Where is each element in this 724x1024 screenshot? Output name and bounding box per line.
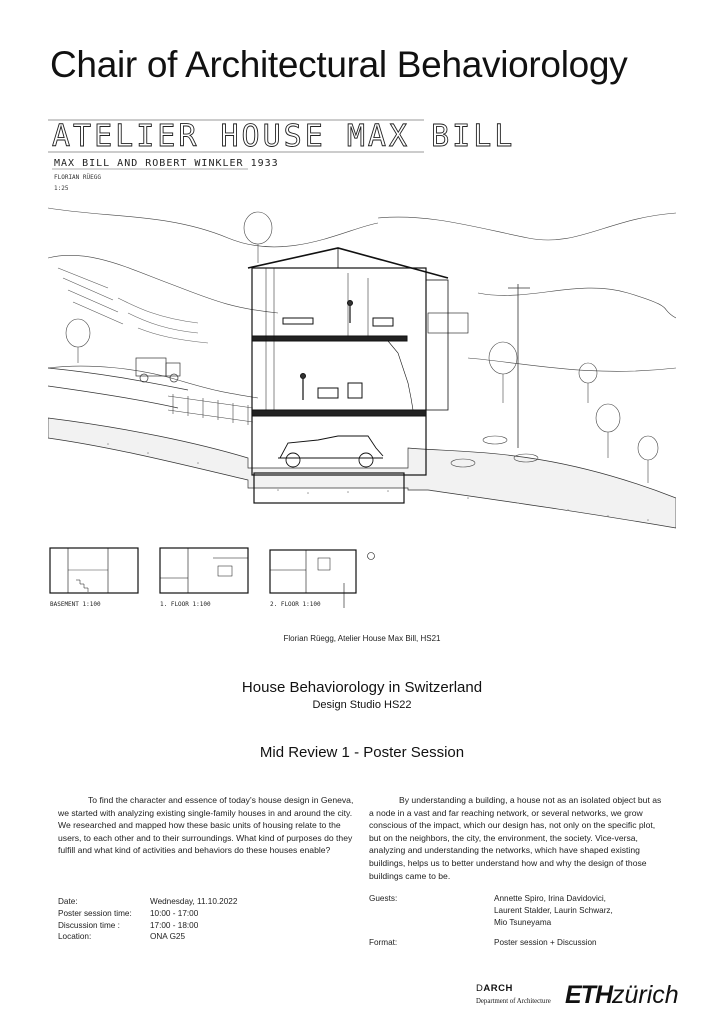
guests-label: Guests: (369, 894, 398, 903)
darch-bold: ARCH (483, 983, 513, 994)
poster-time-value: 10:00 - 17:00 (150, 908, 199, 918)
plan-second-floor-label: 2. FLOOR 1:100 (270, 601, 321, 608)
location-label: Location: (58, 932, 92, 942)
drawing-subtitle: MAX BILL AND ROBERT WINKLER 1933 (54, 158, 279, 169)
eth-logo-city: zürich (612, 981, 679, 1009)
architectural-drawing (48, 118, 676, 623)
plan-basement (50, 548, 138, 593)
plan-first-floor-label: 1. FLOOR 1:100 (160, 601, 211, 608)
drawing-caption: Florian Rüegg, Atelier House Max Bill, HS21 (283, 634, 441, 643)
north-arrow-icon (368, 553, 375, 560)
format-label: Format: (369, 938, 398, 947)
floor-plans (50, 548, 375, 608)
intro-paragraph-right: By understanding a building, a house not as an isolated object but as a node in a vast and far reaching network, or several networks, we grow conscious of the impact, which our design has, not only on the specific plot, but on the neighbors, the city, the environment, the society. Vice-versa, analyzing and understanding the networks, which have shaped existing buildings, helps us to better understand how and why the design of those buildings came to be. (369, 795, 662, 881)
intro-paragraph-left: To find the character and essence of today's house design in Geneva, we started with analyzing existing single-family houses in and around the city. We researched and mapped how these basic units of housing relate to the users, to each other and to their surroundings. What kind of purposes do they fulfill and what kind of activities and behaviors do these houses enable? (58, 795, 354, 856)
location-row (58, 931, 237, 943)
format-value: Poster session + Discussion (494, 938, 597, 947)
discussion-time-label: Discussion time : (58, 920, 120, 930)
drawing-scale: 1:25 (54, 185, 69, 192)
plan-first-floor (160, 548, 248, 593)
house-section (248, 248, 468, 475)
poster-title: Chair of Architectural Behaviorology (50, 44, 628, 85)
date-row (58, 896, 237, 908)
guests-line: Laurent Stalder, Laurin Schwarz, (494, 905, 613, 915)
studio-subtitle: Design Studio HS22 (312, 699, 412, 711)
eth-logo (565, 981, 679, 1010)
landscape (48, 208, 676, 398)
darch-logo (476, 983, 551, 1005)
drawing-author: FLORIAN RÜEGG (54, 174, 101, 181)
location-value: ONA G25 (150, 932, 186, 942)
discussion-time-value: 17:00 - 18:00 (150, 920, 199, 930)
plan-basement-label: BASEMENT 1:100 (50, 601, 101, 608)
discussion-time-row (58, 920, 237, 932)
studio-title: House Behaviorology in Switzerland (241, 679, 483, 696)
guests-line: Mio Tsuneyama (494, 917, 552, 927)
eth-logo-bold: ETH (565, 981, 612, 1009)
guests-list (494, 893, 613, 928)
date-label: Date: (58, 897, 78, 906)
event-title: Mid Review 1 - Poster Session (259, 744, 465, 761)
event-details (58, 896, 237, 943)
plan-second-floor (270, 550, 356, 608)
guests-line: Annette Spiro, Irina Davidovici, (494, 894, 606, 903)
poster-time-label: Poster session time: (58, 908, 132, 918)
poster-time-row (58, 908, 237, 920)
date-value: Wednesday, 11.10.2022 (150, 897, 238, 906)
darch-prefix: D (476, 983, 484, 994)
drawing-title: ATELIER HOUSE MAX BILL (52, 119, 516, 154)
department-name: Department of Architecture (476, 998, 551, 1005)
